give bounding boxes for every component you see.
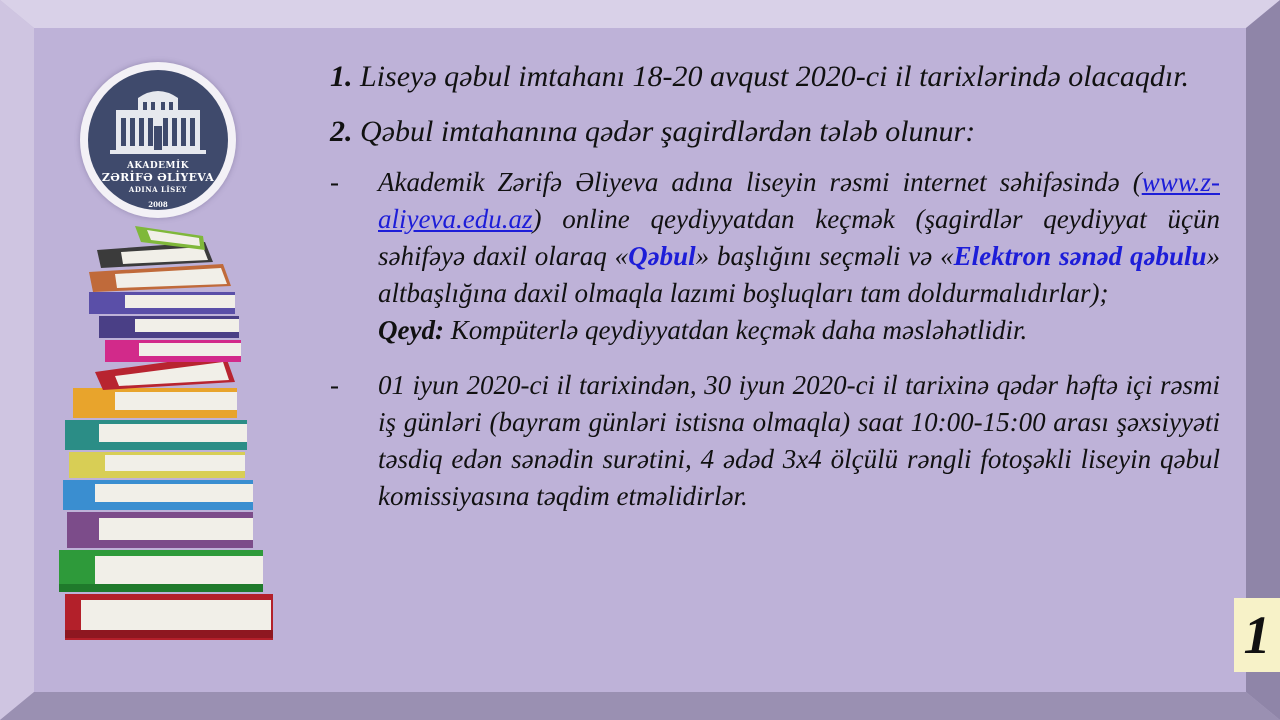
note-text: Kompüterlə qeydiyyatdan keçmək daha məsləhətlidir. xyxy=(443,315,1028,345)
bullet-1-text-a: Akademik Zərifə Əliyeva adına liseyin rəsmi internet səhifəsində ( xyxy=(378,167,1142,197)
item-2-text: Qəbul imtahanına qədər şagirdlərdən tələb olunur: xyxy=(360,115,976,148)
building-icon xyxy=(88,70,228,160)
logo-emblem xyxy=(88,70,228,210)
logo-line-lyceum: ADINA LİSEY xyxy=(128,185,188,194)
logo-line-academic: AKADEMİK xyxy=(126,161,190,171)
item-1 xyxy=(330,58,1220,95)
item-1-number: 1. xyxy=(330,60,353,93)
bullet-dash: - xyxy=(330,370,339,400)
bullet-documents xyxy=(330,367,1220,515)
logo-line-name: ZƏRİFƏ ƏLİYEVA xyxy=(101,171,215,184)
bullet-1-text-d: » altbaşlığına daxil olmaqla lazımi boşluqları tam doldurmalıdırlar); xyxy=(378,241,1220,308)
logo-year: 2008 xyxy=(148,200,168,209)
bullet-1-text-b: ) online qeydiyyatdan keçmək (şagirdlər qeydiyyat üçün səhifəyə daxil olaraq « xyxy=(378,204,1220,271)
bullet-1-text-c: » başlığını seçməli və « xyxy=(695,241,954,271)
content-area xyxy=(330,58,1220,515)
item-2-number: 2. xyxy=(330,115,353,148)
item-1-text: Liseyə qəbul imtahanı 18-20 avqust 2020-ci il tarixlərində olacaqdır. xyxy=(360,60,1190,93)
keyword-qebul: Qəbul xyxy=(628,241,696,271)
bullet-registration xyxy=(330,164,1220,349)
keyword-electronic-submission: Elektron sənəd qəbulu xyxy=(953,241,1207,271)
bullet-dash: - xyxy=(330,167,339,197)
website-link[interactable]: www.z-aliyeva.edu.az xyxy=(378,167,1220,234)
book-stack-illustration xyxy=(55,222,285,652)
lyceum-logo xyxy=(80,62,236,218)
item-2 xyxy=(330,113,1220,150)
page-number-badge: 1 xyxy=(1234,598,1280,672)
note-label: Qeyd: xyxy=(378,315,444,345)
bullet-2-text: 01 iyun 2020-ci il tarixindən, 30 iyun 2020-ci il tarixinə qədər həftə içi rəsmi iş günləri (bayram günləri istisna olmaqla) saat 10:00-15:00 arası şəxsiyyəti təsdiq edən sənədin surətini, 4 ədəd 3x4 ölçülü rəngli fotoşəkli liseyin qəbul komissiyasına təqdim etməlidirlər. xyxy=(378,370,1220,511)
